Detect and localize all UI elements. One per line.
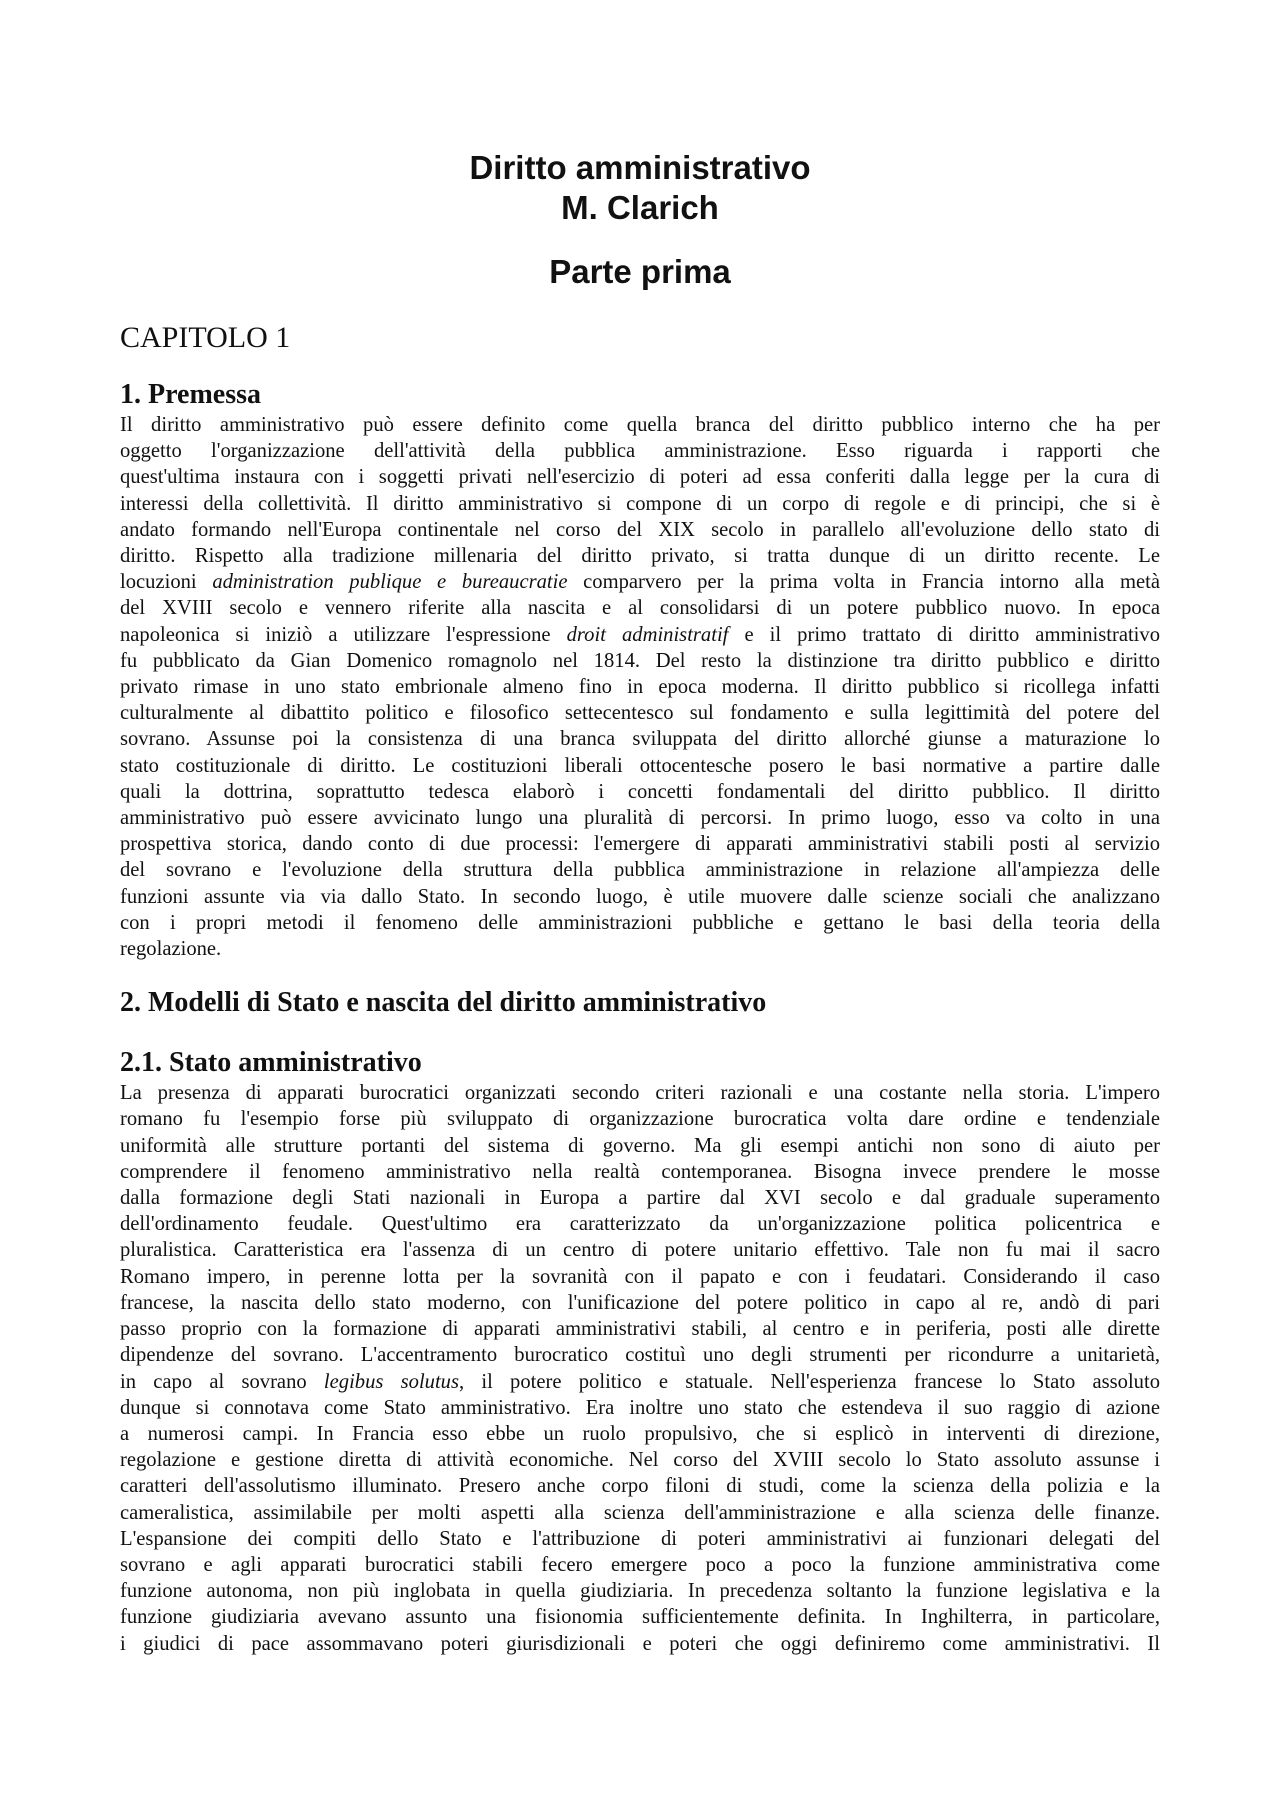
- text-line: oggetto l'organizzazione dell'attività della pubblica amministrazione. Esso riguarda i rapporti che: [120, 440, 1160, 463]
- title-author: M. Clarich: [561, 189, 719, 226]
- text-line: caratteri dell'assolutismo illuminato. Presero anche corpo filoni di studi, come la scienza della polizia e la: [120, 1475, 1160, 1498]
- text-line: dell'ordinamento feudale. Quest'ultimo era caratterizzato da un'organizzazione politica policentrica e: [120, 1213, 1160, 1236]
- text-line: dunque si connotava come Stato amministrativo. Era inoltre uno stato che estendeva il suo raggio di azione: [120, 1396, 1160, 1419]
- section-1-heading: 1. Premessa: [120, 379, 261, 410]
- text-line: pluralistica. Caratteristica era l'assenza di un centro di potere unitario effettivo. Tale non fu mai il sacro: [120, 1239, 1160, 1262]
- text-line: regolazione e gestione diretta di attività economiche. Nel corso del XVIII secolo lo Stato assoluto assunse i: [120, 1449, 1160, 1472]
- italic-term: administration publique e bureaucratie: [212, 571, 568, 594]
- text-line: sovrano. Assunse poi la consistenza di una branca sviluppata del diritto allorché giunse a maturazione lo: [120, 728, 1160, 751]
- italic-term: droit administratif: [566, 623, 729, 646]
- chapter-heading: CAPITOLO 1: [120, 321, 291, 354]
- text-fragment: in capo al sovrano: [120, 1370, 324, 1393]
- text-line: uniformità alle strutture portanti del sistema di governo. Ma gli esempi antichi non sono di aiuto per: [120, 1134, 1160, 1157]
- text-line: amministrativo può essere avvicinato lungo una pluralità di percorsi. In primo luogo, esso va colto in una: [120, 807, 1160, 830]
- text-line: dalla formazione degli Stati nazionali in Europa a partire dal XVI secolo e dal graduale superamento: [120, 1187, 1160, 1210]
- text-fragment: locuzioni: [120, 571, 213, 594]
- part-heading: Parte prima: [549, 253, 731, 290]
- text-line: andato formando nell'Europa continentale nel corso del XIX secolo in parallelo all'evoluzione dello stato di: [120, 518, 1160, 541]
- title-line-1: Diritto amministrativo: [469, 149, 811, 186]
- text-line: dipendenze del sovrano. L'accentramento burocratico costituì uno degli strumenti per ricondurre a unitarietà,: [120, 1344, 1160, 1367]
- text-line: comprendere il fenomeno amministrativo nella realtà contemporanea. Bisogna invece prendere le mosse: [120, 1160, 1160, 1183]
- text-line: culturalmente al dibattito politico e filosofico settecentesco sul fondamento e sulla legittimità del potere del: [120, 702, 1160, 725]
- text-line: regolazione.: [120, 938, 222, 961]
- text-line: i giudici di pace assommavano poteri giurisdizionali e poteri che oggi definiremo come amministrativi. Il: [120, 1632, 1160, 1655]
- text-line: francese, la nascita dello stato moderno, con l'unificazione del potere politico in capo al re, andò di pari: [120, 1291, 1160, 1314]
- section-2-1-paragraph: [120, 1080, 1160, 1656]
- text-line: privato rimase in uno stato embrionale almeno fino in epoca moderna. Il diritto pubblico si ricollega infatti: [120, 676, 1160, 699]
- text-line: [120, 569, 1160, 595]
- text-line: funzione giudiziaria avevano assunto una fisionomia sufficientemente definita. In Inghilterra, in particolare,: [120, 1606, 1160, 1629]
- text-line: a numerosi campi. In Francia esso ebbe un ruolo propulsivo, che si esplicò in interventi di direzione,: [120, 1422, 1160, 1445]
- text-fragment: e il primo trattato di diritto amministrativo: [728, 623, 1160, 646]
- text-line: passo proprio con la formazione di apparati amministrativi stabili, al centro e in periferia, posti alle dirette: [120, 1318, 1160, 1341]
- text-line: quali la dottrina, soprattutto tedesca elaborò i concetti fondamentali del diritto pubblico. Il diritto: [120, 780, 1160, 803]
- text-fragment: , il potere politico e statuale. Nell'esperienza francese lo Stato assoluto: [459, 1370, 1160, 1393]
- document-page: [120, 148, 1160, 1657]
- text-line: funzioni assunte via via dallo Stato. In secondo luogo, è utile muovere dalle scienze sociali che analizzano: [120, 885, 1160, 908]
- text-line: diritto. Rispetto alla tradizione millenaria del diritto privato, si tratta dunque di un diritto recente. Le: [120, 545, 1160, 568]
- text-line: Romano impero, in perenne lotta per la sovranità con il papato e con i feudatari. Considerando il caso: [120, 1265, 1160, 1288]
- text-line: L'espansione dei compiti dello Stato e l'attribuzione di poteri amministrativi ai funzionari delegati del: [120, 1527, 1160, 1550]
- text-line: prospettiva storica, dando conto di due processi: l'emergere di apparati amministrativi stabili posti al servizio: [120, 833, 1160, 856]
- text-line: sovrano e agli apparati burocratici stabili fecero emergere poco a poco la funzione amministrativa come: [120, 1553, 1160, 1576]
- text-line: [120, 622, 1160, 648]
- section-2-heading: 2. Modelli di Stato e nascita del diritto amministrativo: [120, 987, 767, 1019]
- text-fragment: comparvero per la prima volta in Francia intorno alla metà: [567, 571, 1160, 594]
- text-line: funzione autonoma, non più inglobata in quella giudiziaria. In precedenza soltanto la funzione legislativa e la: [120, 1580, 1160, 1603]
- document-title: [120, 148, 1160, 228]
- section-1-paragraph: [120, 412, 1160, 962]
- section-2-1-heading: 2.1. Stato amministrativo: [120, 1047, 422, 1079]
- text-line: con i propri metodi il fenomeno delle amministrazioni pubbliche e gettano le basi della teoria della: [120, 911, 1160, 934]
- italic-term: legibus solutus: [323, 1370, 459, 1393]
- text-line: [120, 1369, 1160, 1395]
- text-line: del sovrano e l'evoluzione della struttura della pubblica amministrazione in relazione all'ampiezza delle: [120, 859, 1160, 882]
- text-line: del XVIII secolo e vennero riferite alla nascita e al consolidarsi di un potere pubblico nuovo. In epoca: [120, 597, 1160, 620]
- text-fragment: napoleonica si iniziò a utilizzare l'espressione: [120, 623, 567, 646]
- text-line: interessi della collettività. Il diritto amministrativo si compone di un corpo di regole e di principi, che si è: [120, 492, 1160, 515]
- text-line: romano fu l'esempio forse più sviluppato di organizzazione burocratica volta dare ordine e tendenziale: [120, 1108, 1160, 1131]
- text-line: Il diritto amministrativo può essere definito come quella branca del diritto pubblico interno che ha per: [120, 414, 1160, 436]
- text-line: cameralistica, assimilabile per molti aspetti alla scienza dell'amministrazione e alla scienza delle finanze.: [120, 1501, 1160, 1524]
- text-line: quest'ultima instaura con i soggetti privati nell'esercizio di poteri ad essa conferiti dalla legge per la cura di: [120, 466, 1160, 489]
- text-line: stato costituzionale di diritto. Le costituzioni liberali ottocentesche posero le basi normative a partire dalle: [120, 754, 1160, 777]
- text-line: fu pubblicato da Gian Domenico romagnolo nel 1814. Del resto la distinzione tra diritto pubblico e diritto: [120, 649, 1160, 672]
- text-line: La presenza di apparati burocratici organizzati secondo criteri razionali e una costante nella storia. L'impero: [120, 1082, 1160, 1105]
